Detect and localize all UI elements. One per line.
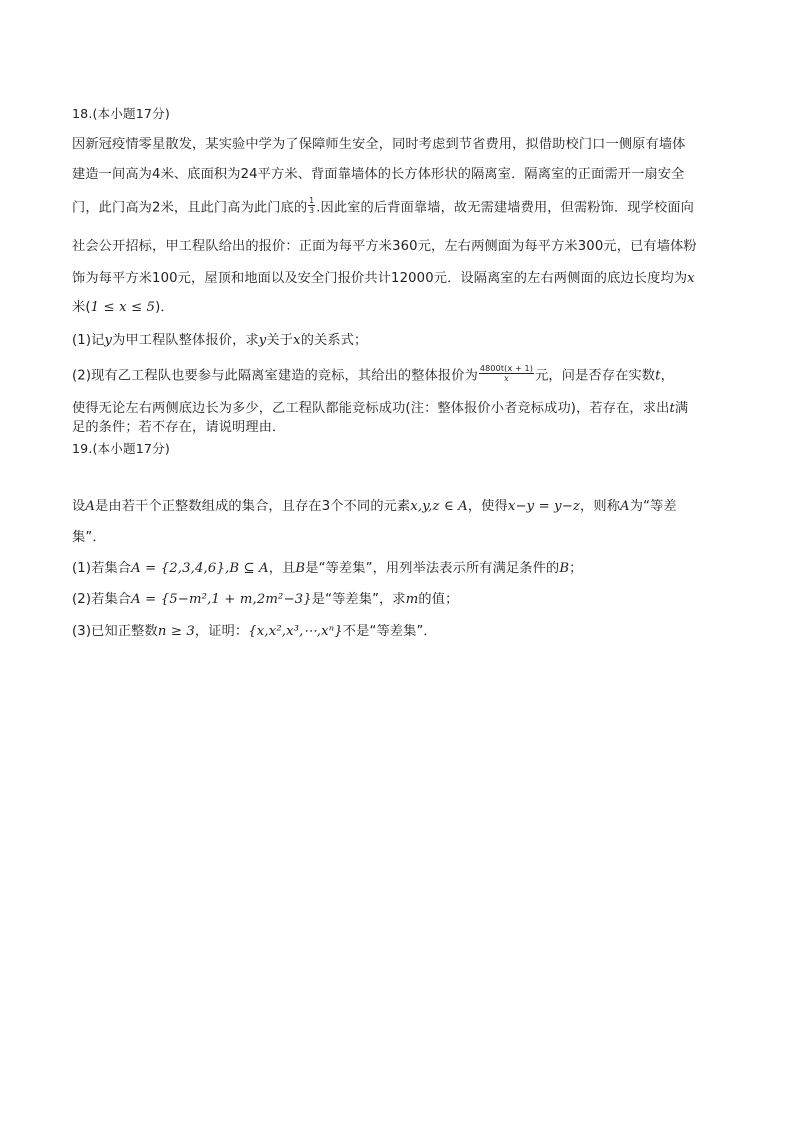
text-segment: (2)现有乙工程队也要参与此隔离室建造的竞标，其给出的整体报价为 <box>72 368 478 384</box>
question-18-part-2 <box>72 366 724 386</box>
math-variable-y: y <box>258 333 267 348</box>
question-19-text-line-2: 集”． <box>72 530 106 545</box>
question-18-text-line-4: 社会公开招标，甲工程队给出的报价：正面为每平方米360元，左右两侧面为每平方米300元，已有墙体粉 <box>72 239 697 254</box>
math-equation: x−y = y−z <box>507 499 581 514</box>
question-18-text-line-1: 因新冠疫情零星散发，某实验中学为了保障师生安全，同时考虑到节省费用，拟借助校门口一侧原有墙体 <box>72 137 686 152</box>
question-18-text-line-2: 建造一间高为4米、底面积为24平方米、背面靠墙体的长方体形状的隔离室．隔离室的正面需开一扇安全 <box>72 167 685 182</box>
math-inequality: 1 ≤ x ≤ 5 <box>90 300 156 315</box>
text-segment: ， <box>660 368 674 384</box>
question-19-part-1 <box>72 560 724 578</box>
math-set-A: A <box>620 499 630 514</box>
text-segment: ，且 <box>268 561 296 576</box>
math-inequality: n ≥ 3 <box>157 624 195 639</box>
fraction-denominator: x <box>504 374 509 383</box>
text-segment: (2)若集合 <box>72 592 132 607</box>
math-set-A: A <box>85 499 96 514</box>
math-set-definition: A = {5−m²,1 + m,2m²−3} <box>131 592 312 607</box>
text-segment: ，使得 <box>467 499 508 514</box>
math-set-definition: A = {2,3,4,6},B ⊆ A <box>131 561 269 576</box>
fraction-numerator: 1 <box>309 196 315 205</box>
text-segment: 饰为每平方米100元，屋顶和地面以及安全门报价共计12000元．设隔离室的左右两侧面的底边长度均为 <box>72 271 688 286</box>
text-segment: 使得无论左右两侧底边长为多少，乙工程队都能竞标成功(注：整体报价小者竞标成功)，若存在，求出 <box>72 401 670 416</box>
question-18-header: 18.(本小题17分) <box>72 106 170 121</box>
math-variable-x: x <box>687 271 695 286</box>
question-18-part-1 <box>72 332 724 350</box>
fraction-numerator: 4800t(x + 1) <box>479 364 534 373</box>
math-set-B: B <box>295 561 306 576</box>
text-segment: 是“等差集”，求 <box>311 592 406 607</box>
text-segment: ； <box>569 561 583 576</box>
text-segment: 设 <box>72 499 86 514</box>
math-variable-m: m <box>405 592 419 607</box>
question-18-text-line-6 <box>72 299 724 317</box>
math-variable-t: t <box>669 401 675 416</box>
question-19-text-line-1 <box>72 498 724 516</box>
text-segment: 不是“等差集”． <box>342 624 437 639</box>
math-set-B: B <box>559 561 570 576</box>
math-variable-x: x <box>293 333 301 348</box>
text-segment: 是“等差集”，用列举法表示所有满足条件的 <box>305 561 560 576</box>
question-18-text-line-5 <box>72 270 724 288</box>
text-segment: 为“等差 <box>629 499 677 514</box>
text-segment: 的关系式； <box>300 333 368 348</box>
question-19-header: 19.(本小题17分) <box>72 441 170 456</box>
text-segment: 为甲工程队整体报价，求 <box>112 333 259 348</box>
text-segment: 门，此门高为2米，且此门高为此门底的 <box>72 200 308 216</box>
text-segment: ，证明： <box>194 624 249 639</box>
math-set-powers: {x,x²,x³,⋯,xⁿ} <box>248 624 343 639</box>
text-segment: 的值； <box>418 592 459 607</box>
question-18-part-2-line-3: 足的条件；若不存在，请说明理由． <box>72 420 286 435</box>
text-segment: 关于 <box>266 333 294 348</box>
math-variable-y: y <box>104 333 113 348</box>
text-segment: 满 <box>674 401 689 416</box>
math-variable-t: t <box>655 368 661 384</box>
fraction-price-formula <box>479 364 534 383</box>
question-18-text-line-3 <box>72 198 724 218</box>
math-membership: x,y,z ∈ A <box>410 499 468 514</box>
text-segment: )． <box>155 300 174 315</box>
text-segment: (1)记 <box>72 333 105 348</box>
text-segment: 是由若干个正整数组成的集合，且存在3个不同的元素 <box>95 499 411 514</box>
text-segment: 元，问是否存在实数 <box>535 368 656 384</box>
fraction-one-third <box>308 196 315 215</box>
question-18-part-2-line-2 <box>72 400 724 418</box>
question-19-part-2 <box>72 591 724 609</box>
fraction-denominator: 3 <box>309 206 315 215</box>
text-segment: .因此室的后背面靠墙，故无需建墙费用，但需粉饰．现学校面向 <box>316 200 694 216</box>
text-segment: ，则称 <box>580 499 621 514</box>
question-19-part-3 <box>72 623 724 641</box>
text-segment: (3)已知正整数 <box>72 624 158 639</box>
text-segment: 米( <box>72 300 91 315</box>
text-segment: (1)若集合 <box>72 561 132 576</box>
